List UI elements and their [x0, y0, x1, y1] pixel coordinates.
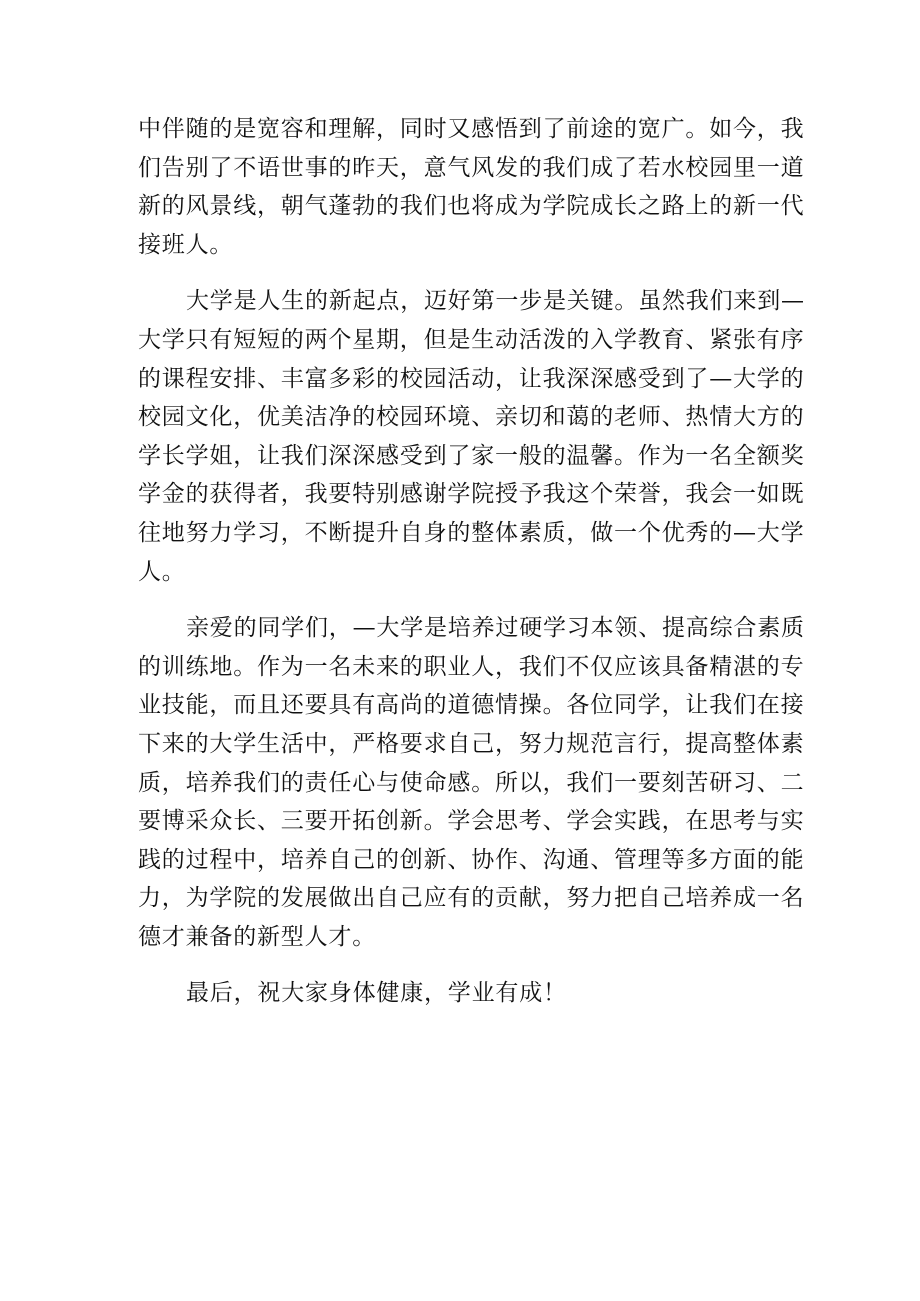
text-line: 践的过程中，培养自己的创新、协作、沟通、管理等多方面的能: [138, 846, 805, 873]
text-line: 大学是人生的新起点，迈好第一步是关键。虽然我们来到—: [186, 288, 805, 315]
text-line: 亲爱的同学们，—大学是培养过硬学习本领、提高综合素质: [186, 615, 805, 642]
text-line: 的课程安排、丰富多彩的校园活动，让我深深感受到了—大学的: [138, 365, 805, 392]
text-line: 学金的获得者，我要特别感谢学院授予我这个荣誉，我会一如既: [138, 481, 805, 508]
paragraph-4: [138, 974, 790, 1013]
paragraph-2: [138, 282, 805, 591]
text-line: 的训练地。作为一名未来的职业人，我们不仅应该具备精湛的专: [138, 653, 805, 680]
text-line: 业技能，而且还要具有高尚的道德情操。各位同学，让我们在接: [138, 692, 805, 719]
paragraph-spacer: [138, 956, 790, 974]
text-line: 德才兼备的新型人才。: [138, 923, 376, 950]
document-body: [138, 110, 805, 1013]
paragraph-1: [138, 110, 805, 264]
paragraph-3: [138, 609, 805, 956]
text-line: 人。: [138, 558, 186, 585]
text-line: 下来的大学生活中，严格要求自己，努力规范言行，提高整体素: [138, 730, 805, 757]
text-line: 力，为学院的发展做出自己应有的贡献，努力把自己培养成一名: [138, 885, 805, 912]
text-line: 接班人。: [138, 231, 234, 258]
text-line: 大学只有短短的两个星期，但是生动活泼的入学教育、紧张有序: [138, 326, 805, 353]
text-line: 往地努力学习，不断提升自身的整体素质，做一个优秀的—大学: [138, 519, 805, 546]
text-line: 要博采众长、三要开拓创新。学会思考、学会实践，在思考与实: [138, 808, 805, 835]
text-line: 学长学姐，让我们深深感受到了家一般的温馨。作为一名全额奖: [138, 442, 805, 469]
text-line: 新的风景线，朝气蓬勃的我们也将成为学院成长之路上的新一代: [138, 193, 805, 220]
paragraph-spacer: [138, 591, 790, 609]
text-line: 校园文化，优美洁净的校园环境、亲切和蔼的老师、热情大方的: [138, 404, 805, 431]
text-line: 最后，祝大家身体健康，学业有成！: [186, 980, 567, 1007]
paragraph-spacer: [138, 264, 790, 282]
text-line: 中伴随的是宽容和理解，同时又感悟到了前途的宽广。如今，我: [138, 116, 805, 142]
text-line: 质，培养我们的责任心与使命感。所以，我们一要刻苦研习、二: [138, 769, 805, 796]
text-line: 们告别了不语世事的昨天，意气风发的我们成了若水校园里一道: [138, 154, 805, 181]
